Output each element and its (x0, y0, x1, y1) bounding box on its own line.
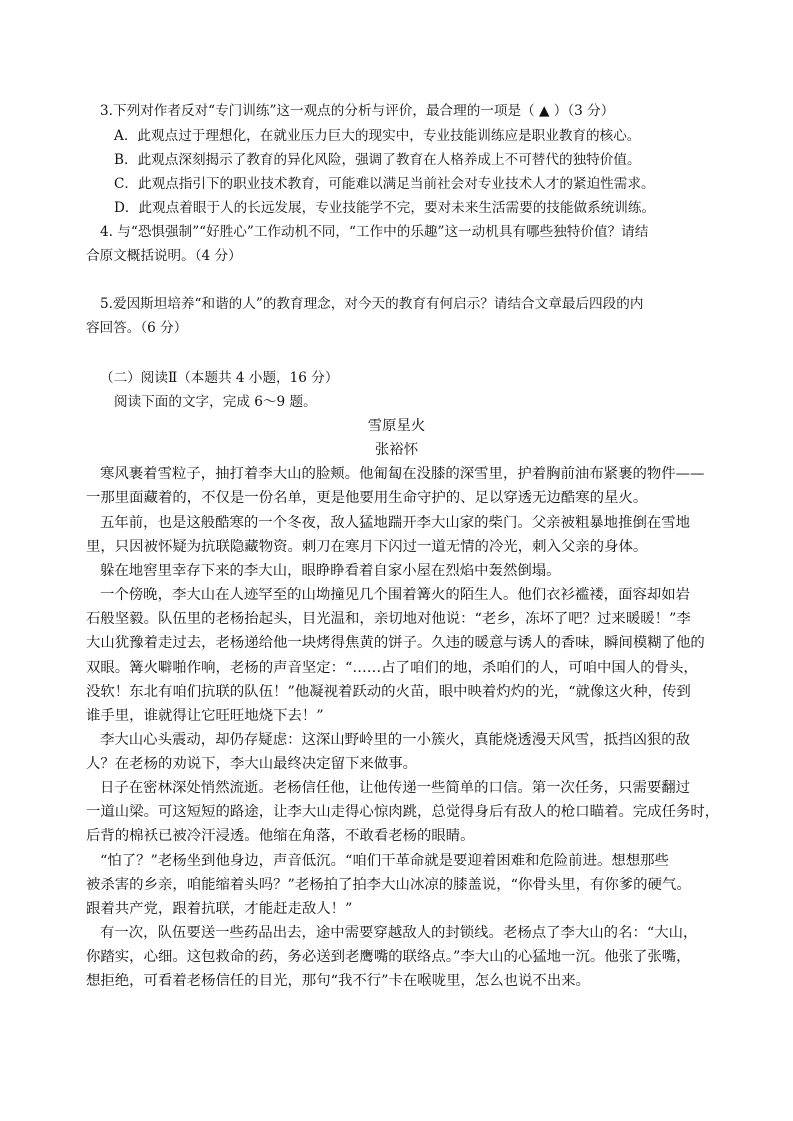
paragraph-line: 躲在地窖里幸存下来的李大山，眼睁睁看着自家小屋在烈焰中轰然倒塌。 (100, 563, 561, 579)
question-3-stem: 3.下列对作者反对“专门训练”这一观点的分析与评价，最合理的一项是（ ▲ ）（3 分） (100, 103, 615, 119)
paragraph-line: 五年前，也是这般酷寒的一个冬夜，敌人猛地踹开李大山家的柴门。父亲被粗暴地推倒在雪地 (100, 515, 691, 531)
paragraph-line: 寒风裹着雪粒子，抽打着李大山的脸颊。他匍匐在没膝的深雪里，护着胸前油布紧裹的物件—— (100, 466, 705, 482)
question-4-line-2: 合原文概括说明。（4 分） (86, 248, 242, 264)
question-3-option-a: A．此观点过于理想化，在就业压力巨大的现实中，专业技能训练应是职业教育的核心。 (114, 128, 641, 144)
paragraph-line: 一个傍晚，李大山在人迹罕至的山坳撞见几个围着篝火的陌生人。他们衣衫褴褛，面容却如岩 (100, 587, 691, 603)
paragraph-line: 李大山心头震动，却仍存疑虑：这深山野岭里的一小簇火，真能烧透漫天风雪，抵挡凶狠的敌 (100, 732, 691, 748)
story-title: 雪原星火 (367, 418, 426, 434)
paragraph-line: 被杀害的乡亲，咱能缩着头吗？”老杨拍了拍李大山冰凉的膝盖说，“你骨头里，有你爹的硬气。 (86, 877, 691, 893)
paragraph-line: 一道山梁。可这短短的路途，让李大山走得心惊肉跳，总觉得身后有敌人的枪口瞄着。完成任务时， (86, 804, 720, 820)
question-4-line-1: 4. 与“恐惧强制”“好胜心”工作动机不同，“工作中的乐趣”这一动机具有哪些独特价值？请结 (100, 224, 649, 240)
paragraph-line: “怕了？”老杨坐到他身边，声音低沉。“咱们干革命就是要迎着困难和危险前进。想想那些 (100, 853, 669, 869)
question-3-option-d: D．此观点着眼于人的长远发展，专业技能学不完，要对未来生活需要的技能做系统训练。 (114, 200, 656, 216)
question-5-line-1: 5.爱因斯坦培养“和谐的人”的教育理念，对今天的教育有何启示？请结合文章最后四段的内 (100, 296, 644, 312)
paragraph-line: 想拒绝，可看着老杨信任的目光，那句“我不行”卡在喉咙里，怎么也说不出来。 (86, 973, 590, 989)
paragraph-line: 后背的棉袄已被冷汗浸透。他缩在角落，不敢看老杨的眼睛。 (86, 828, 475, 844)
question-3-option-c: C．此观点指引下的职业技术教育，可能难以满足当前社会对专业技术人才的紧迫性需求。 (114, 176, 655, 192)
section-instruction: 阅读下面的文字，完成 6～9 题。 (114, 394, 317, 410)
paragraph-line: 跟着共产党，跟着抗联，才能赶走敌人！” (86, 901, 353, 917)
paragraph-line: 双眼。篝火噼啪作响，老杨的声音坚定：“……占了咱们的地，杀咱们的人，可咱中国人的骨头， (86, 660, 698, 676)
paragraph-line: 日子在密林深处悄然流逝。老杨信任他，让他传递一些简单的口信。第一次任务，只需要翻过 (100, 780, 691, 796)
paragraph-line: 大山犹豫着走过去，老杨递给他一块烤得焦黄的饼子。久违的暖意与诱人的香味，瞬间模糊了他的 (86, 635, 705, 651)
paragraph-line: 石般坚毅。队伍里的老杨抬起头，目光温和，亲切地对他说：“老乡，冻坏了吧？过来暖暖！”李 (86, 611, 691, 627)
paragraph-line: 人？在老杨的劝说下，李大山最终决定留下来做事。 (86, 756, 417, 772)
paragraph-line: 谁手里，谁就得让它旺旺地烧下去！” (86, 708, 324, 724)
question-3-option-b: B．此观点深刻揭示了教育的异化风险，强调了教育在人格养成上不可替代的独特价值。 (114, 152, 641, 168)
question-5-line-2: 容回答。（6 分） (86, 320, 188, 336)
paragraph-line: 有一次，队伍要送一些药品出去，途中需要穿越敌人的封锁线。老杨点了李大山的名：“大山， (100, 925, 698, 941)
story-author: 张裕怀 (374, 442, 419, 458)
section-heading: （二）阅读Ⅱ（本题共 4 小题，16 分） (100, 370, 339, 386)
paragraph-line: 没软！东北有咱们抗联的队伍！”他凝视着跃动的火苗，眼中映着灼灼的光，“就像这火种，传到 (86, 684, 691, 700)
paragraph-line: 你踏实，心细。这包救命的药，务必送到老鹰嘴的联络点。”李大山的心猛地一沉。他张了张嘴， (86, 949, 691, 965)
paragraph-line: 里，只因被怀疑为抗联隐藏物资。刺刀在寒月下闪过一道无情的冷光，刺入父亲的身体。 (86, 539, 648, 555)
paragraph-line: 一那里面藏着的，不仅是一份名单，更是他要用生命守护的、足以穿透无边酷寒的星火。 (86, 490, 648, 506)
